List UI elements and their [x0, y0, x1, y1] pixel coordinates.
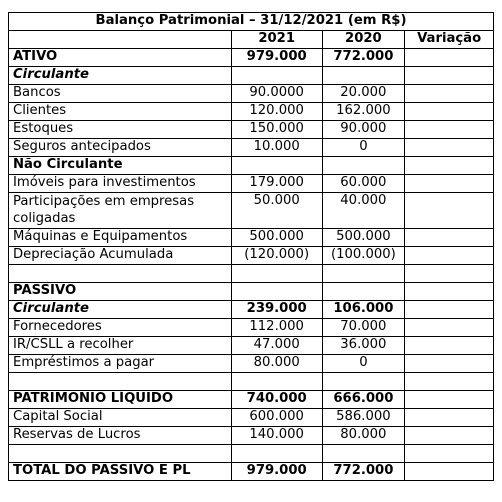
value-2020: 60.000 — [322, 175, 405, 193]
row-label — [9, 373, 232, 391]
value-2020: 106.000 — [322, 301, 405, 319]
value-2021: 979.000 — [231, 463, 322, 481]
value-2020 — [322, 373, 405, 391]
row-label — [9, 265, 232, 283]
title-row — [9, 13, 494, 31]
balance-sheet-table — [8, 12, 494, 481]
row-label: Não Circulante — [9, 157, 232, 175]
value-2021: 740.000 — [231, 391, 322, 409]
value-2020 — [322, 265, 405, 283]
table-row — [9, 229, 494, 247]
value-2020: 500.000 — [322, 229, 405, 247]
row-label: TOTAL DO PASSIVO E PL — [9, 463, 232, 481]
value-2021: 150.000 — [231, 121, 322, 139]
row-label: Bancos — [9, 85, 232, 103]
table-row — [9, 463, 494, 481]
value-variacao — [405, 139, 494, 157]
table-row — [9, 301, 494, 319]
table-row — [9, 121, 494, 139]
table-row — [9, 319, 494, 337]
value-2021: 140.000 — [231, 427, 322, 445]
value-2020 — [322, 445, 405, 463]
row-label: Depreciação Acumulada — [9, 247, 232, 265]
value-2020: 20.000 — [322, 85, 405, 103]
header-2020: 2020 — [322, 31, 405, 49]
table-row — [9, 283, 494, 301]
value-2021: 239.000 — [231, 301, 322, 319]
table-row — [9, 337, 494, 355]
value-2020: 40.000 — [322, 193, 405, 229]
value-2020 — [322, 283, 405, 301]
table-row — [9, 265, 494, 283]
row-label: Clientes — [9, 103, 232, 121]
value-2020: 666.000 — [322, 391, 405, 409]
row-label: Reservas de Lucros — [9, 427, 232, 445]
value-variacao — [405, 49, 494, 67]
row-label: Fornecedores — [9, 319, 232, 337]
row-label: Circulante — [9, 301, 232, 319]
value-2020: 36.000 — [322, 337, 405, 355]
value-variacao — [405, 427, 494, 445]
value-2021: 50.000 — [231, 193, 322, 229]
table-title: Balanço Patrimonial – 31/12/2021 (em R$) — [9, 13, 494, 31]
table-row — [9, 139, 494, 157]
value-variacao — [405, 85, 494, 103]
value-2021: 120.000 — [231, 103, 322, 121]
table-row — [9, 193, 494, 229]
table-row — [9, 373, 494, 391]
value-variacao — [405, 373, 494, 391]
value-2021: (120.000) — [231, 247, 322, 265]
value-2020: 70.000 — [322, 319, 405, 337]
value-2021 — [231, 373, 322, 391]
value-2020: 772.000 — [322, 49, 405, 67]
table-row — [9, 67, 494, 85]
row-label: Estoques — [9, 121, 232, 139]
value-2020: 0 — [322, 355, 405, 373]
value-variacao — [405, 319, 494, 337]
value-2021: 600.000 — [231, 409, 322, 427]
value-variacao — [405, 355, 494, 373]
value-variacao — [405, 193, 494, 229]
value-variacao — [405, 103, 494, 121]
value-2021: 500.000 — [231, 229, 322, 247]
value-2021: 112.000 — [231, 319, 322, 337]
value-variacao — [405, 265, 494, 283]
row-label: ATIVO — [9, 49, 232, 67]
value-2021 — [231, 157, 322, 175]
row-label: PASSIVO — [9, 283, 232, 301]
table-row — [9, 103, 494, 121]
value-variacao — [405, 121, 494, 139]
value-variacao — [405, 175, 494, 193]
table-row — [9, 157, 494, 175]
value-variacao — [405, 337, 494, 355]
value-2021 — [231, 265, 322, 283]
value-variacao — [405, 229, 494, 247]
value-2021 — [231, 283, 322, 301]
value-2020: 80.000 — [322, 427, 405, 445]
value-2020 — [322, 157, 405, 175]
value-variacao — [405, 463, 494, 481]
table-row — [9, 85, 494, 103]
table-row — [9, 49, 494, 67]
value-2021: 80.000 — [231, 355, 322, 373]
table-row — [9, 391, 494, 409]
value-variacao — [405, 157, 494, 175]
table-row — [9, 355, 494, 373]
value-2020: 90.000 — [322, 121, 405, 139]
row-label: Seguros antecipados — [9, 139, 232, 157]
table-row — [9, 409, 494, 427]
value-variacao — [405, 67, 494, 85]
header-variacao: Variação — [405, 31, 494, 49]
value-2021: 979.000 — [231, 49, 322, 67]
value-2021 — [231, 67, 322, 85]
value-2020: 0 — [322, 139, 405, 157]
value-2021 — [231, 445, 322, 463]
row-label: Circulante — [9, 67, 232, 85]
value-2020 — [322, 67, 405, 85]
header-2021: 2021 — [231, 31, 322, 49]
value-2021: 90.0000 — [231, 85, 322, 103]
row-label: IR/CSLL a recolher — [9, 337, 232, 355]
table-row — [9, 247, 494, 265]
row-label: Capital Social — [9, 409, 232, 427]
table-row — [9, 427, 494, 445]
value-variacao — [405, 283, 494, 301]
value-2020: 162.000 — [322, 103, 405, 121]
row-label: Empréstimos a pagar — [9, 355, 232, 373]
table-row — [9, 175, 494, 193]
value-2020: (100.000) — [322, 247, 405, 265]
value-variacao — [405, 247, 494, 265]
value-2021: 47.000 — [231, 337, 322, 355]
row-label: Imóveis para investimentos — [9, 175, 232, 193]
value-variacao — [405, 409, 494, 427]
row-label — [9, 445, 232, 463]
value-2021: 179.000 — [231, 175, 322, 193]
value-variacao — [405, 445, 494, 463]
header-label-cell — [9, 31, 232, 49]
header-row — [9, 31, 494, 49]
value-2020: 772.000 — [322, 463, 405, 481]
row-label: Máquinas e Equipamentos — [9, 229, 232, 247]
row-label: Participações em empresas coligadas — [9, 193, 232, 229]
value-2020: 586.000 — [322, 409, 405, 427]
table-row — [9, 445, 494, 463]
value-variacao — [405, 301, 494, 319]
value-variacao — [405, 391, 494, 409]
value-2021: 10.000 — [231, 139, 322, 157]
row-label: PATRIMÔNIO LÍQUIDO — [9, 391, 232, 409]
